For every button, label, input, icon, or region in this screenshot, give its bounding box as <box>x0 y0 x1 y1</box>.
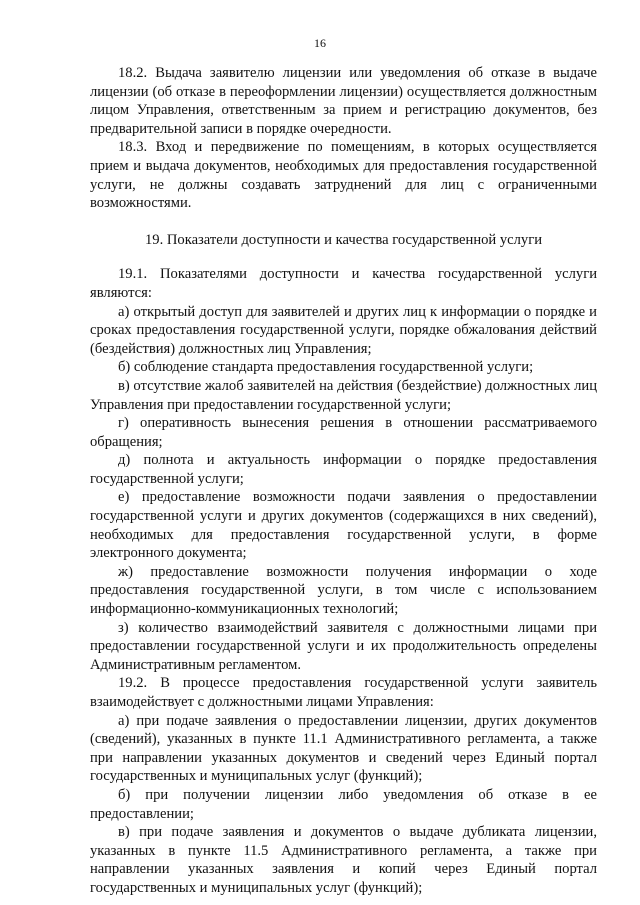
list-item-a: а) открытый доступ для заявителей и других лиц к информации о порядке и сроках предоставления государственной услуги, порядке обжалования действий (бездействия) должностных лиц Управления; <box>90 303 597 357</box>
list-item-e: е) предоставление возможности подачи заявления о предоставлении государственной услуги и других документов (содержащихся в них сведений), необходимых для предоставления государственной услуги, в форме электронного документа; <box>90 489 597 562</box>
list-item-g: г) оперативность вынесения решения в отношении рассматриваемого обращения; <box>90 415 597 450</box>
paragraph-19-2: 19.2. В процессе предоставления государственной услуги заявитель взаимодействует с должностными лицами Управления: <box>90 675 597 710</box>
section-heading-19: 19. Показатели доступности и качества государственной услуги <box>144 231 543 248</box>
list2-item-a: а) при подаче заявления о предоставлении лицензии, других документов (сведений), указанных в пункте 11.1 Административного регламента, а также при направлении указанных документов и сведений через Единый портал государственных и муниципальных услуг (функций); <box>90 712 597 785</box>
page-number: 16 <box>314 36 326 50</box>
paragraph-19-1: 19.1. Показателями доступности и качества государственной услуги являются: <box>90 266 597 301</box>
document-body <box>90 64 597 898</box>
paragraph-18-3: 18.3. Вход и передвижение по помещениям, в которых осуществляется прием и выдача документов, необходимых для предоставления государственной услуги, не должны создавать затруднений для лиц с ограниченными возможностями. <box>90 139 597 212</box>
list2-item-v: в) при подаче заявления и документов о выдаче дубликата лицензии, указанных в пункте 11.5 Административного регламента, а также при направлении указанных заявления и копий через Единый портал государственных и муниципальных услуг (функций); <box>90 824 597 896</box>
paragraph-18-2: 18.2. Выдача заявителю лицензии или уведомления об отказе в выдаче лицензии (об отказе в переоформлении лицензии) осуществляется должностным лицом Управления, ответственным за прием и регистрацию документов, без предварительной записи в порядке очередности. <box>90 65 597 137</box>
list-item-z: з) количество взаимодействий заявителя с должностными лицами при предоставлении государственной услуги и их продолжительность определены Административным регламентом. <box>90 619 597 673</box>
list-item-b: б) соблюдение стандарта предоставления государственной услуги; <box>118 359 534 376</box>
list-item-v: в) отсутствие жалоб заявителей на действия (бездействие) должностных лиц Управления при предоставлении государственной услуги; <box>90 377 597 413</box>
list2-item-b: б) при получении лицензии либо уведомления об отказе в ее предоставлении; <box>90 786 597 822</box>
list-item-d: д) полнота и актуальность информации о порядке предоставления государственной услуги; <box>90 452 597 487</box>
list-item-zh: ж) предоставление возможности получения информации о ходе предоставления государственной услуги, в том числе с использованием информационно-коммуникационных технологий; <box>90 563 597 618</box>
